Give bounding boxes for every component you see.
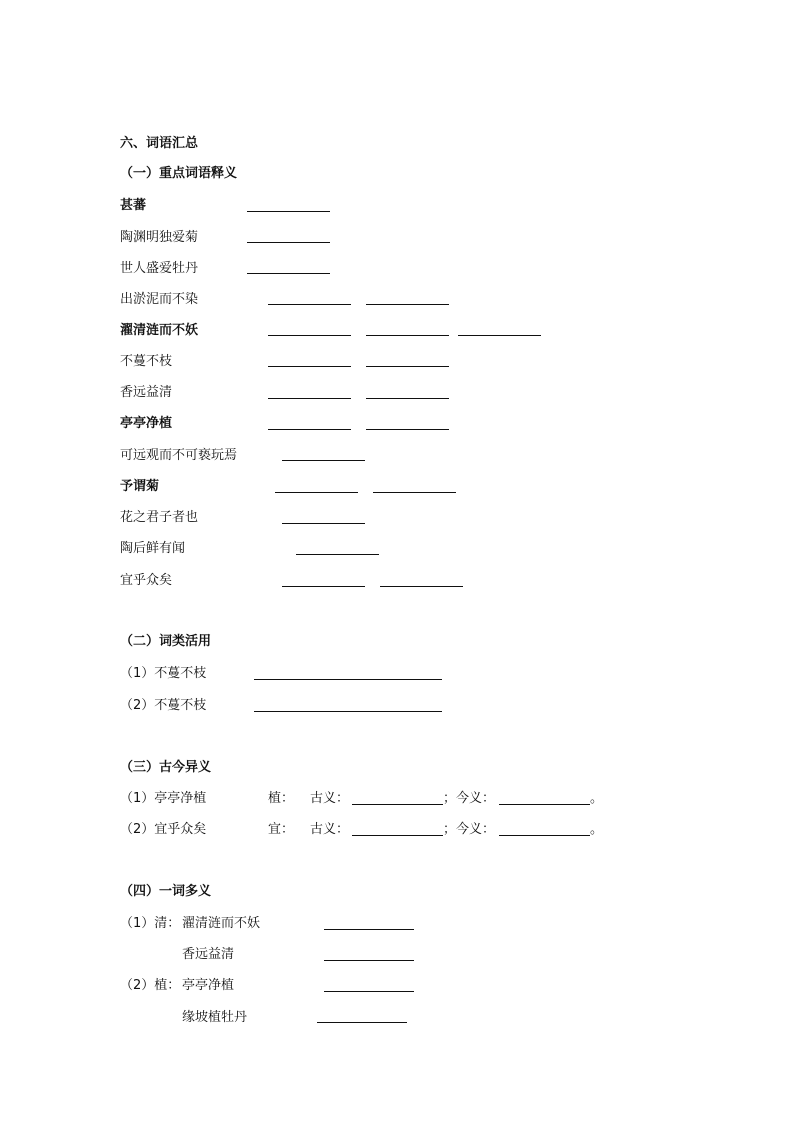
part4-row4-phrase: 缘坡植牡丹 xyxy=(182,1010,248,1025)
answer-blank[interactable] xyxy=(380,586,463,587)
answer-blank[interactable] xyxy=(366,304,449,305)
section-title: 六、词语汇总 xyxy=(120,136,199,151)
part1-item-4: 出淤泥而不染 xyxy=(120,292,199,307)
part1-item-10: 予谓菊 xyxy=(120,479,160,494)
answer-blank[interactable] xyxy=(282,523,365,524)
answer-blank[interactable] xyxy=(247,273,330,274)
part4-row3-phrase: 亭亭净植 xyxy=(182,978,235,993)
answer-blank[interactable] xyxy=(254,711,442,712)
part4-row1-phrase: 濯清涟而不妖 xyxy=(182,916,261,931)
answer-blank[interactable] xyxy=(275,492,358,493)
part2-item-2: （2）不蔓不枝 xyxy=(120,698,207,713)
answer-blank[interactable] xyxy=(366,398,449,399)
answer-blank[interactable] xyxy=(366,335,449,336)
part3-title: （三）古今异义 xyxy=(120,760,212,775)
part1-item-5: 濯清涟而不妖 xyxy=(120,323,199,338)
part1-item-12: 陶后鲜有闻 xyxy=(120,541,186,556)
answer-blank[interactable] xyxy=(458,335,541,336)
part1-item-1: 甚蕃 xyxy=(120,198,147,213)
answer-blank[interactable] xyxy=(366,366,449,367)
answer-blank[interactable] xyxy=(296,554,379,555)
part4-row3-prefix: （2）植： xyxy=(120,978,181,993)
part3-row1-modern: ；今义： xyxy=(443,791,496,806)
answer-blank[interactable] xyxy=(352,804,443,805)
part3-row2-label: （2）宜乎众矣 xyxy=(120,822,207,837)
part1-item-7: 香远益清 xyxy=(120,385,173,400)
part3-row1-end: 。 xyxy=(590,791,604,806)
part1-item-6: 不蔓不枝 xyxy=(120,354,173,369)
answer-blank[interactable] xyxy=(373,492,456,493)
answer-blank[interactable] xyxy=(268,304,351,305)
part1-item-8: 亭亭净植 xyxy=(120,416,173,431)
answer-blank[interactable] xyxy=(268,429,351,430)
part4-title: （四）一词多义 xyxy=(120,884,212,899)
answer-blank[interactable] xyxy=(324,960,414,961)
answer-blank[interactable] xyxy=(268,335,351,336)
answer-blank[interactable] xyxy=(352,835,443,836)
part4-row2-phrase: 香远益清 xyxy=(182,947,235,962)
answer-blank[interactable] xyxy=(366,429,449,430)
part1-item-3: 世人盛爱牡丹 xyxy=(120,261,199,276)
part1-item-11: 花之君子者也 xyxy=(120,510,199,525)
answer-blank[interactable] xyxy=(499,835,590,836)
answer-blank[interactable] xyxy=(324,929,414,930)
part3-row2-word: 宜： xyxy=(268,822,295,837)
answer-blank[interactable] xyxy=(268,398,351,399)
answer-blank[interactable] xyxy=(499,804,590,805)
answer-blank[interactable] xyxy=(317,1022,407,1023)
answer-blank[interactable] xyxy=(282,460,365,461)
part3-row1-word: 植： xyxy=(268,791,295,806)
part1-item-2: 陶渊明独爱菊 xyxy=(120,230,199,245)
part2-title: （二）词类活用 xyxy=(120,634,212,649)
part3-row1-ancient: 古义： xyxy=(310,791,350,806)
part1-item-9: 可远观而不可亵玩焉 xyxy=(120,448,238,463)
answer-blank[interactable] xyxy=(247,242,330,243)
part3-row2-modern: ；今义： xyxy=(443,822,496,837)
answer-blank[interactable] xyxy=(268,366,351,367)
answer-blank[interactable] xyxy=(282,586,365,587)
part3-row1-label: （1）亭亭净植 xyxy=(120,791,207,806)
part2-item-1: （1）不蔓不枝 xyxy=(120,666,207,681)
part3-row2-ancient: 古义： xyxy=(310,822,350,837)
answer-blank[interactable] xyxy=(254,679,442,680)
answer-blank[interactable] xyxy=(247,211,330,212)
part4-row1-prefix: （1）清： xyxy=(120,916,181,931)
part1-item-13: 宜乎众矣 xyxy=(120,573,173,588)
part1-title: （一）重点词语释义 xyxy=(120,166,238,181)
answer-blank[interactable] xyxy=(324,991,414,992)
part3-row2-end: 。 xyxy=(590,822,604,837)
